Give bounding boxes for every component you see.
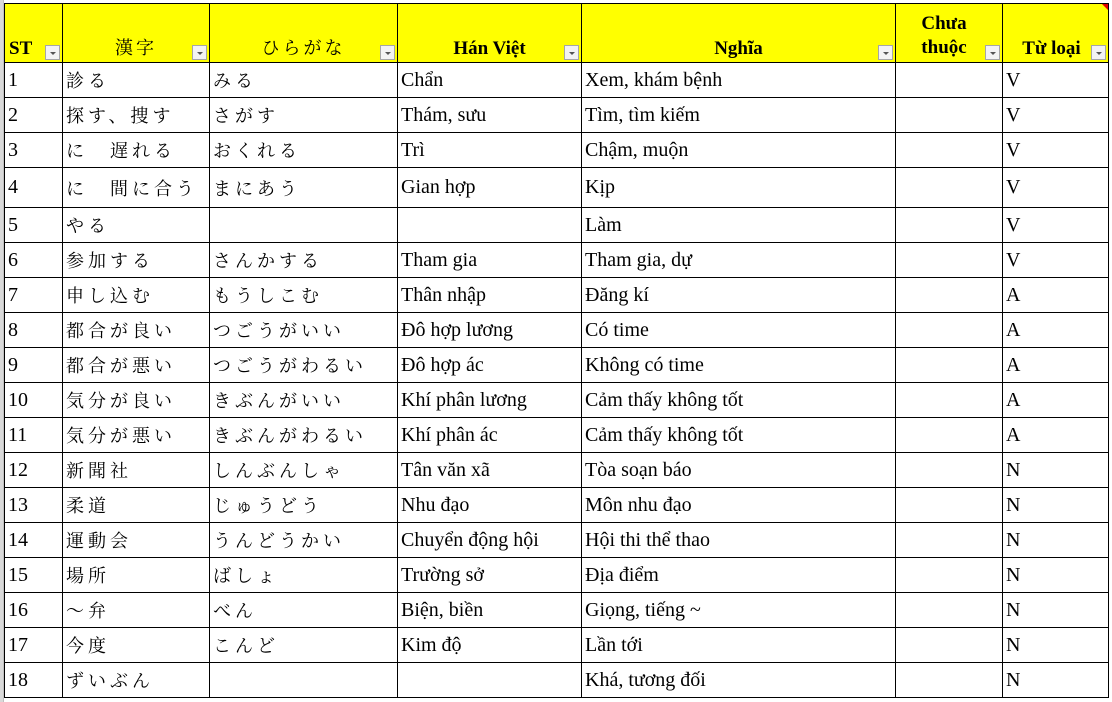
cell-han-viet[interactable]: Biện, biền xyxy=(398,593,582,628)
table-row xyxy=(5,168,1109,208)
table-row xyxy=(5,418,1109,453)
cell-han-viet[interactable]: Khí phân lương xyxy=(398,383,582,418)
cell-chua-thuoc[interactable] xyxy=(896,628,1003,663)
cell-chua-thuoc[interactable] xyxy=(896,313,1003,348)
cell-kanji[interactable]: 診る xyxy=(63,63,210,98)
cell-nghia[interactable]: Lần tới xyxy=(582,628,896,663)
cell-chua-thuoc[interactable] xyxy=(896,133,1003,168)
cell-nghia[interactable]: Địa điểm xyxy=(582,558,896,593)
cell-han-viet[interactable]: Nhu đạo xyxy=(398,488,582,523)
table-row xyxy=(5,133,1109,168)
header-kanji xyxy=(63,4,210,63)
table-row xyxy=(5,383,1109,418)
table-row xyxy=(5,98,1109,133)
cell-chua-thuoc[interactable] xyxy=(896,418,1003,453)
cell-han-viet[interactable]: Đô hợp ác xyxy=(398,348,582,383)
cell-chua-thuoc[interactable] xyxy=(896,243,1003,278)
cell-han-viet[interactable]: Trường sở xyxy=(398,558,582,593)
cell-kanji[interactable]: 都合が悪い xyxy=(63,348,210,383)
table-row xyxy=(5,348,1109,383)
cell-tu-loai[interactable]: V xyxy=(1003,243,1109,278)
cell-stt[interactable]: 15 xyxy=(5,558,63,593)
cell-hiragana[interactable]: うんどうかい xyxy=(210,523,398,558)
cell-kanji[interactable]: やる xyxy=(63,208,210,243)
cell-stt[interactable]: 4 xyxy=(5,168,63,208)
cell-tu-loai[interactable]: V xyxy=(1003,208,1109,243)
cell-hiragana[interactable]: みる xyxy=(210,63,398,98)
cell-stt[interactable]: 7 xyxy=(5,278,63,313)
cell-kanji[interactable]: 気分が悪い xyxy=(63,418,210,453)
cell-nghia[interactable]: Tham gia, dự xyxy=(582,243,896,278)
cell-stt[interactable]: 6 xyxy=(5,243,63,278)
cell-stt[interactable]: 1 xyxy=(5,63,63,98)
cell-hiragana[interactable]: べん xyxy=(210,593,398,628)
cell-stt[interactable]: 14 xyxy=(5,523,63,558)
cell-han-viet[interactable]: Thám, sưu xyxy=(398,98,582,133)
cell-stt[interactable]: 11 xyxy=(5,418,63,453)
cell-kanji[interactable]: に 遅れる xyxy=(63,133,210,168)
cell-chua-thuoc[interactable] xyxy=(896,453,1003,488)
header-hiragana xyxy=(210,4,398,63)
filter-dropdown-icon[interactable] xyxy=(1091,45,1106,60)
header-stt xyxy=(5,4,63,63)
cell-stt[interactable]: 2 xyxy=(5,98,63,133)
cell-stt[interactable]: 13 xyxy=(5,488,63,523)
header-label: 漢字 xyxy=(115,38,157,59)
cell-tu-loai[interactable]: V xyxy=(1003,98,1109,133)
cell-stt[interactable]: 12 xyxy=(5,453,63,488)
cell-stt[interactable]: 10 xyxy=(5,383,63,418)
cell-tu-loai[interactable]: A xyxy=(1003,418,1109,453)
filter-dropdown-icon[interactable] xyxy=(985,45,1000,60)
table-row xyxy=(5,663,1109,698)
cell-han-viet[interactable]: Trì xyxy=(398,133,582,168)
cell-han-viet[interactable]: Chẩn xyxy=(398,63,582,98)
table-row xyxy=(5,523,1109,558)
cell-nghia[interactable]: Tòa soạn báo xyxy=(582,453,896,488)
header-label: ST xyxy=(9,38,33,59)
header-row xyxy=(5,4,1109,63)
cell-kanji[interactable]: 気分が良い xyxy=(63,383,210,418)
filter-dropdown-icon[interactable] xyxy=(380,45,395,60)
cell-nghia[interactable]: Giọng, tiếng ~ xyxy=(582,593,896,628)
filter-dropdown-icon[interactable] xyxy=(564,45,579,60)
cell-kanji[interactable]: 場所 xyxy=(63,558,210,593)
cell-han-viet[interactable]: Tân văn xã xyxy=(398,453,582,488)
cell-chua-thuoc[interactable] xyxy=(896,168,1003,208)
cell-hiragana[interactable] xyxy=(210,663,398,698)
cell-hiragana[interactable]: しんぶんしゃ xyxy=(210,453,398,488)
table-row xyxy=(5,453,1109,488)
header-label: ひらがな xyxy=(261,38,346,59)
cell-han-viet[interactable] xyxy=(398,208,582,243)
cell-stt[interactable]: 9 xyxy=(5,348,63,383)
header-label: Hán Việt xyxy=(453,38,526,59)
cell-kanji[interactable]: ずいぶん xyxy=(63,663,210,698)
cell-han-viet[interactable] xyxy=(398,663,582,698)
cell-kanji[interactable]: 運動会 xyxy=(63,523,210,558)
cell-han-viet[interactable]: Gian hợp xyxy=(398,168,582,208)
cell-stt[interactable]: 17 xyxy=(5,628,63,663)
cell-chua-thuoc[interactable] xyxy=(896,278,1003,313)
cell-tu-loai[interactable]: A xyxy=(1003,348,1109,383)
header-label xyxy=(921,12,976,60)
cell-chua-thuoc[interactable] xyxy=(896,208,1003,243)
cell-han-viet[interactable]: Chuyển động hội xyxy=(398,523,582,558)
cell-chua-thuoc[interactable] xyxy=(896,348,1003,383)
cell-nghia[interactable]: Xem, khám bệnh xyxy=(582,63,896,98)
cell-hiragana[interactable]: ばしょ xyxy=(210,558,398,593)
cell-hiragana[interactable]: こんど xyxy=(210,628,398,663)
cell-nghia[interactable]: Tìm, tìm kiếm xyxy=(582,98,896,133)
cell-kanji[interactable]: ～弁 xyxy=(63,593,210,628)
table-row xyxy=(5,593,1109,628)
cell-tu-loai[interactable]: N xyxy=(1003,453,1109,488)
cell-tu-loai[interactable]: N xyxy=(1003,628,1109,663)
cell-kanji[interactable]: 都合が良い xyxy=(63,313,210,348)
cell-nghia[interactable]: Cảm thấy không tốt xyxy=(582,418,896,453)
table-row xyxy=(5,278,1109,313)
cell-hiragana[interactable]: まにあう xyxy=(210,168,398,208)
cell-chua-thuoc[interactable] xyxy=(896,98,1003,133)
cell-tu-loai[interactable]: A xyxy=(1003,383,1109,418)
cell-chua-thuoc[interactable] xyxy=(896,558,1003,593)
header-label: Nghĩa xyxy=(714,38,763,59)
cell-chua-thuoc[interactable] xyxy=(896,663,1003,698)
cell-kanji[interactable]: 参加する xyxy=(63,243,210,278)
cell-hiragana[interactable]: つごうがわるい xyxy=(210,348,398,383)
cell-han-viet[interactable]: Tham gia xyxy=(398,243,582,278)
cell-han-viet[interactable]: Thân nhập xyxy=(398,278,582,313)
header-han-viet xyxy=(398,4,582,63)
cell-tu-loai[interactable]: N xyxy=(1003,523,1109,558)
filter-dropdown-icon[interactable] xyxy=(192,45,207,60)
cell-tu-loai[interactable]: A xyxy=(1003,278,1109,313)
cell-nghia[interactable]: Khá, tương đối xyxy=(582,663,896,698)
cell-nghia[interactable]: Chậm, muộn xyxy=(582,133,896,168)
cell-hiragana[interactable] xyxy=(210,208,398,243)
cell-nghia[interactable]: Kịp xyxy=(582,168,896,208)
header-label-line2: thuộc xyxy=(921,37,967,58)
cell-kanji[interactable]: 探す、捜す xyxy=(63,98,210,133)
vocabulary-table xyxy=(4,3,1109,698)
cell-stt[interactable]: 5 xyxy=(5,208,63,243)
cell-han-viet[interactable]: Kim độ xyxy=(398,628,582,663)
cell-nghia[interactable]: Hội thi thể thao xyxy=(582,523,896,558)
cell-nghia[interactable]: Không có time xyxy=(582,348,896,383)
cell-nghia[interactable]: Cảm thấy không tốt xyxy=(582,383,896,418)
header-chua-thuoc xyxy=(896,4,1003,63)
cell-tu-loai[interactable]: V xyxy=(1003,63,1109,98)
cell-hiragana[interactable]: さんかする xyxy=(210,243,398,278)
cell-hiragana[interactable]: もうしこむ xyxy=(210,278,398,313)
cell-tu-loai[interactable]: N xyxy=(1003,558,1109,593)
table-row xyxy=(5,313,1109,348)
cell-hiragana[interactable]: さがす xyxy=(210,98,398,133)
cell-tu-loai[interactable]: N xyxy=(1003,488,1109,523)
table-row xyxy=(5,628,1109,663)
cell-tu-loai[interactable]: N xyxy=(1003,663,1109,698)
cell-chua-thuoc[interactable] xyxy=(896,523,1003,558)
cell-chua-thuoc[interactable] xyxy=(896,383,1003,418)
cell-tu-loai[interactable]: A xyxy=(1003,313,1109,348)
cell-kanji[interactable]: 柔道 xyxy=(63,488,210,523)
table-row xyxy=(5,63,1109,98)
cell-stt[interactable]: 3 xyxy=(5,133,63,168)
cell-chua-thuoc[interactable] xyxy=(896,593,1003,628)
table-row xyxy=(5,208,1109,243)
header-nghia xyxy=(582,4,896,63)
table-row xyxy=(5,488,1109,523)
cell-chua-thuoc[interactable] xyxy=(896,63,1003,98)
cell-tu-loai[interactable]: V xyxy=(1003,168,1109,208)
cell-nghia[interactable]: Đăng kí xyxy=(582,278,896,313)
table-row xyxy=(5,243,1109,278)
header-tu-loai xyxy=(1003,4,1109,63)
cell-chua-thuoc[interactable] xyxy=(896,488,1003,523)
cell-hiragana[interactable]: じゅうどう xyxy=(210,488,398,523)
cell-kanji[interactable]: 新聞社 xyxy=(63,453,210,488)
cell-tu-loai[interactable]: N xyxy=(1003,593,1109,628)
cell-stt[interactable]: 8 xyxy=(5,313,63,348)
cell-tu-loai[interactable]: V xyxy=(1003,133,1109,168)
cell-kanji[interactable]: 申し込む xyxy=(63,278,210,313)
cell-hiragana[interactable]: つごうがいい xyxy=(210,313,398,348)
cell-nghia[interactable]: Có time xyxy=(582,313,896,348)
cell-nghia[interactable]: Làm xyxy=(582,208,896,243)
cell-stt[interactable]: 16 xyxy=(5,593,63,628)
cell-nghia[interactable]: Môn nhu đạo xyxy=(582,488,896,523)
cell-hiragana[interactable]: きぶんがいい xyxy=(210,383,398,418)
cell-hiragana[interactable]: きぶんがわるい xyxy=(210,418,398,453)
filter-dropdown-icon[interactable] xyxy=(45,45,60,60)
table-row xyxy=(5,558,1109,593)
filter-dropdown-icon[interactable] xyxy=(878,45,893,60)
cell-han-viet[interactable]: Khí phân ác xyxy=(398,418,582,453)
cell-kanji[interactable]: 今度 xyxy=(63,628,210,663)
cell-kanji[interactable]: に 間に合う xyxy=(63,168,210,208)
header-label-line1: Chưa xyxy=(921,13,967,34)
cell-han-viet[interactable]: Đô hợp lương xyxy=(398,313,582,348)
cell-stt[interactable]: 18 xyxy=(5,663,63,698)
header-label: Từ loại xyxy=(1022,38,1081,59)
comment-indicator-icon xyxy=(1102,4,1108,10)
cell-hiragana[interactable]: おくれる xyxy=(210,133,398,168)
